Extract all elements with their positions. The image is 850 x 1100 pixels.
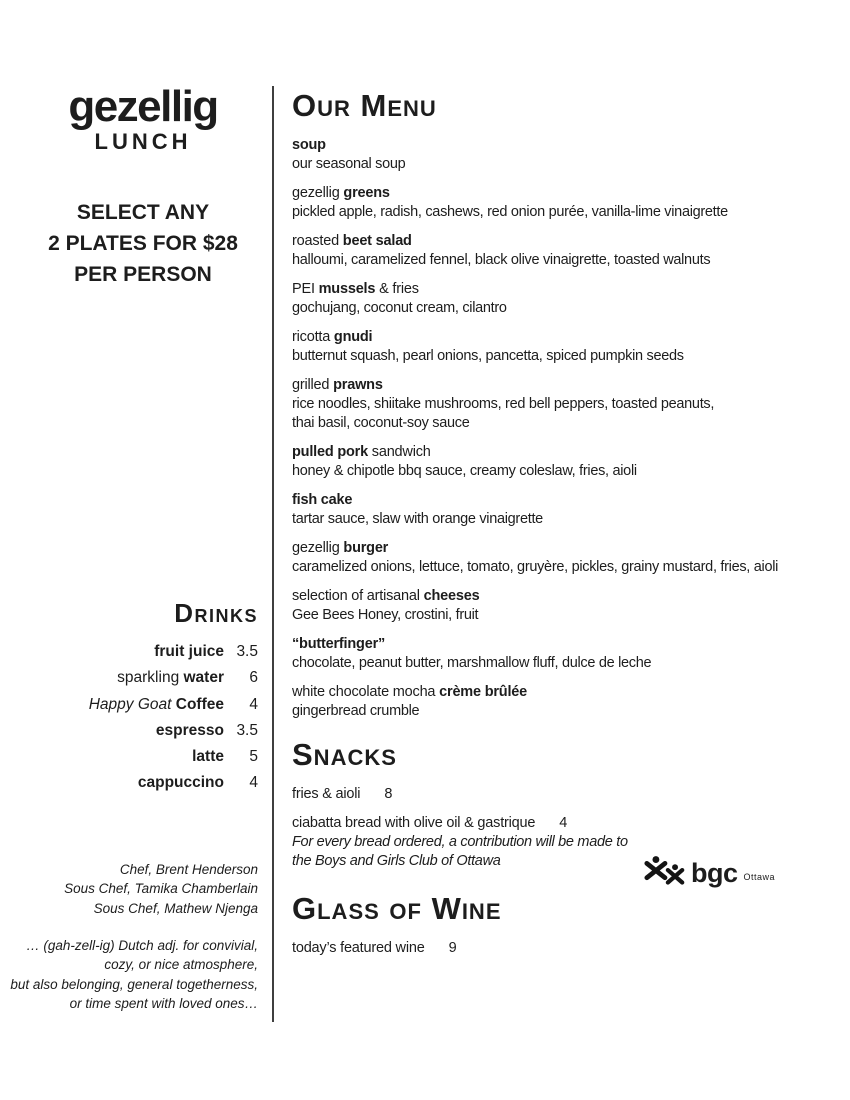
menu-item-title (292, 376, 820, 395)
drink-price: 4 (249, 695, 258, 713)
logo-lunch-label: LUNCH (94, 129, 192, 154)
drinks-section (89, 598, 258, 797)
drink-item (89, 718, 258, 744)
menu-item (292, 136, 820, 174)
drink-item (89, 692, 258, 718)
priced-item-title (292, 939, 820, 958)
menu-item-title (292, 635, 820, 654)
credit-line: Sous Chef, Mathew Njenga (93, 900, 258, 916)
text-segment: Coffee (175, 695, 224, 713)
text-segment: gezellig (292, 540, 344, 556)
text-segment: cappuccino (137, 774, 224, 792)
menu-item-desc: tartar sauce, slaw with orange vinaigrette (292, 511, 543, 527)
priced-item-name: ciabatta bread with olive oil & gastrique (292, 815, 536, 831)
text-segment: fish cake (292, 492, 353, 508)
text-segment: pulled pork (292, 444, 368, 460)
text-segment: fruit juice (154, 643, 224, 660)
text-segment: gezellig (292, 185, 344, 201)
menu-item-desc: chocolate, peanut butter, marshmallow fluff, dulce de leche (292, 655, 652, 671)
menu-item-desc: our seasonal soup (292, 156, 406, 172)
menu-item (292, 443, 820, 481)
text-segment: latte (192, 748, 224, 766)
bgc-logo-subtext: Ottawa (743, 871, 776, 882)
drink-name (192, 744, 224, 770)
text-segment: soup (292, 137, 326, 153)
menu-item-title (292, 539, 820, 558)
wine-list (292, 939, 820, 958)
drink-price: 3.5 (236, 643, 258, 660)
drink-name (138, 770, 224, 796)
drink-name (156, 718, 224, 744)
text-segment: selection of artisanal (292, 588, 424, 604)
drink-price: 6 (249, 669, 258, 687)
text-segment: Happy Goat (88, 695, 176, 713)
menu-item-desc: thai basil, coconut-soy sauce (292, 415, 470, 431)
drink-name (117, 665, 224, 691)
priced-item-title (292, 785, 820, 804)
our-menu-heading: Our Menu (292, 88, 437, 123)
bgc-figures-icon (643, 855, 687, 892)
menu-item-desc: Gee Bees Honey, crostini, fruit (292, 607, 479, 623)
definition-line: or time spent with loved ones… (69, 995, 258, 1011)
menu-item-desc: caramelized onions, lettuce, tomato, gruyère, pickles, grainy mustard, fries, aioli (292, 559, 779, 575)
menu-item (292, 328, 820, 366)
text-segment: espresso (155, 721, 224, 739)
drink-item (89, 770, 258, 796)
text-segment: grilled (292, 377, 334, 393)
text-segment: roasted (292, 233, 343, 249)
menu-items-list (292, 136, 820, 721)
menu-item-title (292, 232, 820, 251)
text-segment: cheeses (423, 588, 480, 604)
priced-item (292, 939, 820, 958)
promo-line: SELECT ANY (76, 201, 210, 224)
menu-item-desc: pickled apple, radish, cashews, red onion purée, vanilla-lime vinaigrette (292, 204, 728, 220)
priced-item-name: today’s featured wine (292, 940, 425, 956)
menu-item (292, 280, 820, 318)
column-divider (272, 86, 274, 1022)
menu-item (292, 376, 820, 433)
drink-price: 5 (249, 748, 258, 766)
glass-of-wine-heading: Glass of Wine (292, 891, 502, 926)
right-column (292, 88, 820, 968)
text-segment: burger (343, 540, 389, 556)
logo-wordmark: gezellig (68, 82, 218, 131)
drink-item (89, 665, 258, 691)
drinks-list (89, 639, 258, 797)
drinks-heading: Drinks (174, 598, 258, 628)
menu-item (292, 635, 820, 673)
menu-item-desc: halloumi, caramelized fennel, black olive vinaigrette, toasted walnuts (292, 252, 711, 268)
bgc-ottawa-logo (643, 855, 803, 892)
drink-name (89, 692, 224, 718)
text-segment: white chocolate mocha (292, 684, 440, 700)
priced-item-title (292, 814, 820, 833)
gezellig-definition (10, 936, 258, 1013)
menu-item-title (292, 280, 820, 299)
menu-item (292, 539, 820, 577)
menu-item (292, 491, 820, 529)
snacks-heading: Snacks (292, 737, 397, 772)
promo-line: 2 PLATES FOR $28 (48, 232, 238, 255)
drink-name (154, 639, 224, 665)
menu-item-title (292, 587, 820, 606)
priced-item-note: the Boys and Girls Club of Ottawa (292, 853, 501, 869)
priced-item (292, 785, 820, 804)
menu-item-desc: rice noodles, shiitake mushrooms, red bell peppers, toasted peanuts, (292, 396, 715, 412)
menu-item (292, 184, 820, 222)
text-segment: ricotta (292, 329, 334, 345)
menu-item-desc: honey & chipotle bbq sauce, creamy coleslaw, fries, aioli (292, 463, 637, 479)
restaurant-logo (28, 82, 258, 154)
definition-line: … (gah-zell-ig) Dutch adj. for convivial, (26, 938, 258, 953)
text-segment: sandwich (367, 444, 431, 460)
bgc-logo-text: bgc (691, 858, 738, 888)
text-segment: mussels (318, 281, 376, 297)
credit-line: Sous Chef, Tamika Chamberlain (64, 881, 258, 897)
menu-item (292, 683, 820, 721)
menu-item-desc: gingerbread crumble (292, 703, 420, 719)
text-segment: prawns (333, 377, 383, 393)
menu-item-desc: butternut squash, pearl onions, pancetta, spiced pumpkin seeds (292, 348, 684, 364)
priced-item-note: For every bread ordered, a contribution will be made to (292, 834, 628, 850)
drink-price: 4 (249, 774, 258, 792)
text-segment: sparkling (117, 669, 184, 687)
text-segment: PEI (292, 281, 319, 297)
text-segment: gnudi (333, 329, 373, 345)
definition-line: cozy, or nice atmosphere, (104, 957, 258, 973)
priced-item-name: fries & aioli (292, 786, 361, 802)
left-column (10, 82, 258, 1045)
text-segment: crème brûlée (439, 684, 528, 700)
drink-price: 3.5 (236, 721, 258, 739)
drink-item (89, 744, 258, 770)
priced-item-price: 9 (448, 940, 457, 956)
chef-credits (64, 860, 258, 918)
text-segment: greens (343, 185, 390, 201)
menu-item-title (292, 491, 820, 510)
text-segment: beet salad (342, 233, 412, 249)
priced-item-price: 8 (384, 786, 393, 802)
menu-item (292, 232, 820, 270)
promo-text (28, 197, 258, 290)
menu-item-title (292, 136, 820, 155)
text-segment: “butterfinger” (292, 636, 386, 652)
priced-item-price: 4 (559, 815, 568, 831)
text-segment: & fries (375, 281, 419, 297)
credit-line: Chef, Brent Henderson (119, 862, 258, 877)
menu-item-title (292, 443, 820, 462)
menu-item-title (292, 184, 820, 203)
drink-item (89, 639, 258, 665)
menu-item-desc: gochujang, coconut cream, cilantro (292, 300, 507, 316)
menu-item-title (292, 328, 820, 347)
menu-item-title (292, 683, 820, 702)
promo-line: PER PERSON (74, 263, 212, 286)
text-segment: water (183, 669, 224, 687)
menu-item (292, 587, 820, 625)
definition-line: but also belonging, general togetherness, (10, 976, 258, 992)
